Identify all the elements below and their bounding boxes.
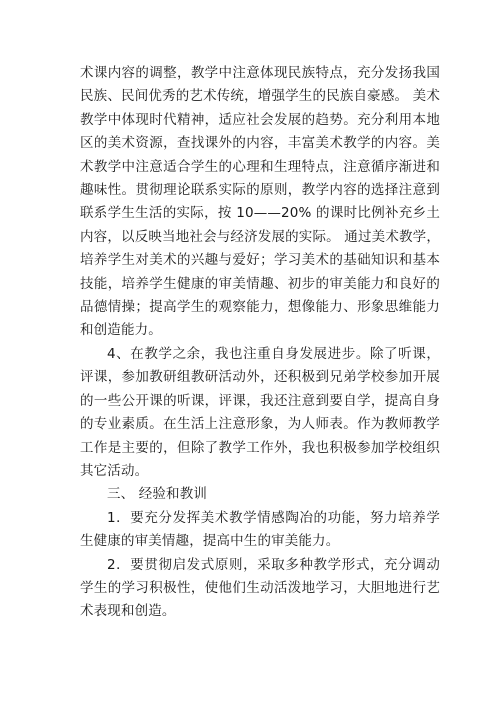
paragraph-art-teaching-content: 术课内容的调整，教学中注意体现民族特点，充分发扬我国民族、民间优秀的艺术传统，增强学生的民族自豪感。 美术教学中体现时代精神，适应社会发展的趋势。充分利用本地区的美术资源，查找课外的内容，丰富美术教学的内容。美术教学中注意适合学生的心理和生理特点，注意循序渐进和趣味性。贯彻理论联系实际的原则，教学内容的选择注意到联系学生生活的实际，按 10——20% 的课时比例补充乡土内容，以反映当地社会与经济发展的实际。 通过美术教学，培养学生对美术的兴趣与爱好；学习美术的基础知识和基本技能，培养学生健康的审美情趣、初步的审美能力和良好的品德情操；提高学生的观察能力，想像能力、形象思维能力和创造能力。 xyxy=(80,65,440,339)
paragraph-lesson-1: 1．要充分发挥美术教学情感陶冶的功能，努力培养学生健康的审美情趣，提高中生的审美能力。 xyxy=(80,509,440,550)
document-body xyxy=(80,62,440,624)
paragraph-lesson-2: 2．要贯彻启发式原则，采取多种教学形式，充分调动学生的学习积极性，使他们生动活泼地学习，大胆地进行艺术表现和创造。 xyxy=(80,556,440,620)
section-heading-experience: 三、 经验和教训 xyxy=(107,486,207,503)
paragraph-self-development: 4、在教学之余，我也注重自身发展进步。除了听课，评课，参加教研组教研活动外，还积极到兄弟学校参加开展的一些公开课的听课，评课，我还注意到要自学，提高自身的专业素质。在生活上注意形象，为人师表。作为教师教学工作是主要的，但除了教学工作外，我也积极参加学校组织其它活动。 xyxy=(80,345,440,479)
